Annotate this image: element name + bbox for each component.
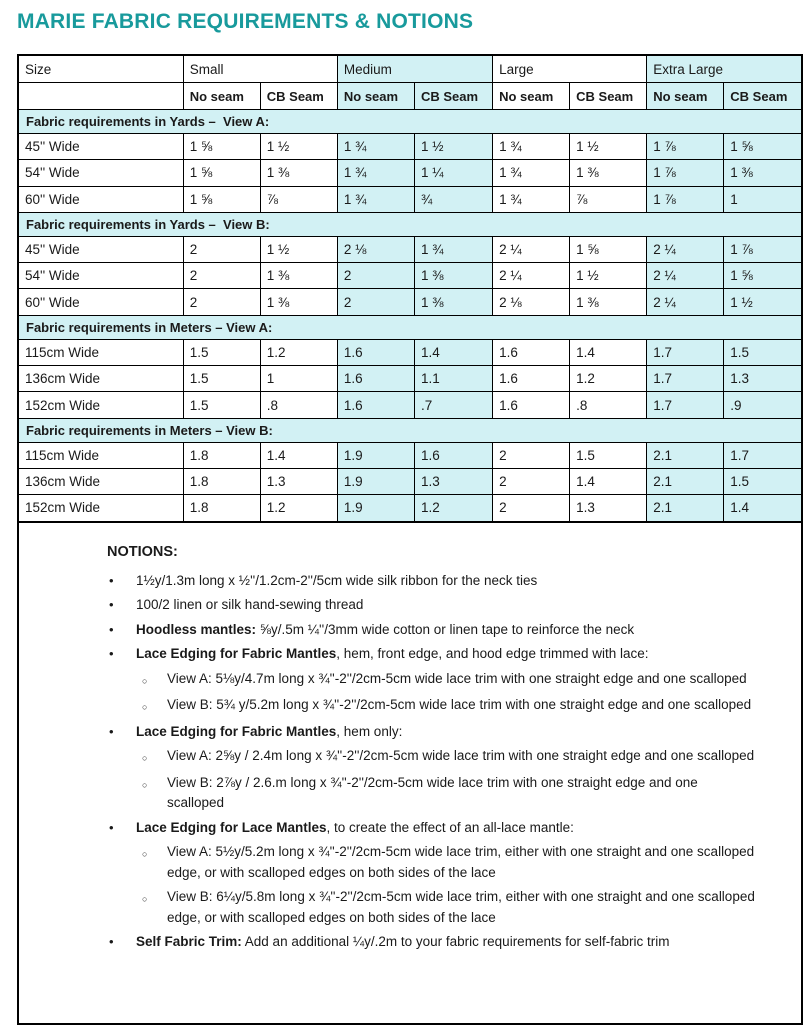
table-cell: 1 ¾ <box>493 134 570 160</box>
blank-header-cell <box>18 83 183 110</box>
table-cell: 1 ¾ <box>337 160 414 186</box>
table-cell: 2 <box>337 263 414 289</box>
notion-plain-text: 100/2 linen or silk hand-sewing thread <box>136 597 364 613</box>
seam-header-no-seam: No seam <box>183 83 260 110</box>
table-cell: 1 ½ <box>260 134 337 160</box>
table-cell: 2 ¼ <box>493 263 570 289</box>
table-cell: 2.1 <box>647 495 724 522</box>
table-cell: 1 ⅝ <box>724 134 802 160</box>
notion-text <box>136 620 634 641</box>
seam-header-row <box>18 83 802 110</box>
table-cell: 2 <box>183 263 260 289</box>
section-header-row <box>18 212 802 236</box>
table-cell: 1 ⅝ <box>724 263 802 289</box>
table-cell: 1.6 <box>337 339 414 365</box>
table-cell: 1 ⅜ <box>724 160 802 186</box>
table-cell: 1.8 <box>183 468 260 494</box>
section-title: Fabric requirements in Meters – View B: <box>18 418 802 442</box>
notion-text <box>136 571 537 592</box>
notion-plain-text: Add an additional ¼y/.2m to your fabric requirements for self-fabric trim <box>241 934 670 950</box>
table-row <box>18 134 802 160</box>
table-cell: 1.5 <box>570 442 647 468</box>
table-cell: 2 <box>337 289 414 315</box>
table-row <box>18 468 802 494</box>
table-cell: 1.3 <box>724 366 802 392</box>
notion-subitem <box>142 695 756 718</box>
table-cell: 1.6 <box>493 366 570 392</box>
notion-subitem <box>142 746 756 769</box>
section-title: Fabric requirements in Meters – View A: <box>18 315 802 339</box>
seam-header-no-seam: No seam <box>647 83 724 110</box>
table-row <box>18 495 802 522</box>
fabric-requirements-table <box>17 54 803 523</box>
row-label: 136cm Wide <box>18 366 183 392</box>
table-cell: 1 ⅞ <box>647 160 724 186</box>
table-cell: 1 ¾ <box>337 186 414 212</box>
table-row <box>18 186 802 212</box>
notion-subitem-text: View B: 2⅞y / 2.6.m long x ¾''-2''/2cm-5cm wide lace trim with one straight edge and one scalloped <box>167 774 698 811</box>
notions-section <box>17 521 803 1025</box>
table-cell: 1 ½ <box>724 289 802 315</box>
table-cell: 1.4 <box>414 339 492 365</box>
table-cell: 1 ½ <box>570 134 647 160</box>
table-cell: .8 <box>260 392 337 418</box>
table-cell: 1 ⅜ <box>260 160 337 186</box>
bullet-icon: • <box>109 819 114 835</box>
table-cell: 2 ¼ <box>647 236 724 262</box>
row-label: 45'' Wide <box>18 236 183 262</box>
notion-subitem <box>142 842 756 883</box>
group-header-small: Small <box>183 55 337 83</box>
table-cell: 2 ¼ <box>493 236 570 262</box>
notion-text <box>136 595 363 616</box>
section-header-row <box>18 315 802 339</box>
table-cell: 1 ⅝ <box>183 134 260 160</box>
seam-header-cb-seam: CB Seam <box>414 83 492 110</box>
table-cell: 1.4 <box>260 442 337 468</box>
table-cell: .7 <box>414 392 492 418</box>
table-cell: 1.5 <box>183 392 260 418</box>
table-row <box>18 263 802 289</box>
table-row <box>18 160 802 186</box>
section-header-row <box>18 418 802 442</box>
table-cell: 1.2 <box>260 339 337 365</box>
notion-plain-text: , to create the effect of an all-lace mantle: <box>326 819 574 835</box>
notion-bold-label: Lace Edging for Fabric Mantles <box>136 723 337 739</box>
table-cell: 2 <box>493 442 570 468</box>
table-cell: 1.9 <box>337 468 414 494</box>
table-cell: 1.3 <box>570 495 647 522</box>
table-cell: 2 <box>183 289 260 315</box>
table-cell: 1.5 <box>724 339 802 365</box>
row-label: 45'' Wide <box>18 134 183 160</box>
row-label: 152cm Wide <box>18 495 183 522</box>
notion-bold-label: Lace Edging for Lace Mantles <box>136 819 327 835</box>
row-label: 54'' Wide <box>18 263 183 289</box>
table-row <box>18 339 802 365</box>
table-row <box>18 289 802 315</box>
table-cell: 1 ⅜ <box>570 289 647 315</box>
table-cell: 1.1 <box>414 366 492 392</box>
table-cell: 1 ⅝ <box>183 160 260 186</box>
notion-subitem-text: View B: 5¾ y/5.2m long x ¾''-2''/2cm-5cm wide lace trim with one straight edge and one scalloped <box>167 697 752 713</box>
table-cell: 1.8 <box>183 495 260 522</box>
table-cell: 1.9 <box>337 495 414 522</box>
notion-plain-text: , hem, front edge, and hood edge trimmed with lace: <box>336 646 649 662</box>
table-cell: 1.6 <box>337 366 414 392</box>
table-cell: 1.7 <box>724 442 802 468</box>
table-cell: 1 ¾ <box>414 236 492 262</box>
notion-text <box>136 932 669 953</box>
notion-plain-text: ⅝y/.5m ¼''/3mm wide cotton or linen tape to reinforce the neck <box>256 621 635 637</box>
row-label: 136cm Wide <box>18 468 183 494</box>
seam-header-cb-seam: CB Seam <box>260 83 337 110</box>
notion-bold-label: Self Fabric Trim: <box>136 934 242 950</box>
table-cell: 1 ⅜ <box>570 160 647 186</box>
notions-heading: NOTIONS: <box>107 543 178 560</box>
circle-bullet-icon: ○ <box>142 753 148 764</box>
table-cell: .8 <box>570 392 647 418</box>
row-label: 152cm Wide <box>18 392 183 418</box>
notion-subitem-text: View A: 5⅛y/4.7m long x ¾''-2''/2cm-5cm wide lace trim with one straight edge and one scalloped <box>167 670 747 686</box>
table-cell: 1 <box>260 366 337 392</box>
content-area <box>17 54 803 1025</box>
seam-header-cb-seam: CB Seam <box>570 83 647 110</box>
table-cell: 1 ¼ <box>414 160 492 186</box>
row-label: 60'' Wide <box>18 289 183 315</box>
table-row <box>18 392 802 418</box>
table-cell: 2.1 <box>647 442 724 468</box>
table-cell: 1.7 <box>647 366 724 392</box>
table-cell: 1.5 <box>183 366 260 392</box>
table-cell: 2 <box>183 236 260 262</box>
notion-item <box>109 571 751 592</box>
circle-bullet-icon: ○ <box>142 894 148 905</box>
row-label: 60'' Wide <box>18 186 183 212</box>
row-label: 54'' Wide <box>18 160 183 186</box>
group-header-large: Large <box>493 55 647 83</box>
bullet-icon: • <box>109 621 114 637</box>
circle-bullet-icon: ○ <box>142 675 148 686</box>
bullet-icon: • <box>109 934 114 950</box>
table-cell: ⅞ <box>260 186 337 212</box>
circle-bullet-icon: ○ <box>142 849 148 860</box>
notion-subitem-text: View A: 5½y/5.2m long x ¾''-2''/2cm-5cm wide lace trim, either with one straight and one scalloped edge, or with scalloped edges on both sides of the lace <box>167 844 755 880</box>
seam-header-cb-seam: CB Seam <box>724 83 802 110</box>
circle-bullet-icon: ○ <box>142 779 148 790</box>
notion-bold-label: Hoodless mantles: <box>136 621 257 637</box>
table-cell: 1 ⅞ <box>647 134 724 160</box>
table-cell: 1 ⅞ <box>724 236 802 262</box>
notion-bold-label: Lace Edging for Fabric Mantles <box>136 646 337 662</box>
table-cell: .9 <box>724 392 802 418</box>
table-cell: 1 ⅜ <box>414 263 492 289</box>
page-title: MARIE FABRIC REQUIREMENTS & NOTIONS <box>17 10 474 33</box>
table-cell: 1 ⅝ <box>183 186 260 212</box>
table-cell: 2.1 <box>647 468 724 494</box>
table-cell: 1.6 <box>493 392 570 418</box>
table-cell: 1.2 <box>260 495 337 522</box>
notion-plain-text: 1½y/1.3m long x ½''/1.2cm-2''/5cm wide silk ribbon for the neck ties <box>136 572 538 588</box>
table-cell: 2 ¼ <box>647 289 724 315</box>
group-header-medium: Medium <box>337 55 492 83</box>
table-cell: 2 ¼ <box>647 263 724 289</box>
table-cell: 1 ¾ <box>337 134 414 160</box>
table-cell: 1.8 <box>183 442 260 468</box>
table-row <box>18 442 802 468</box>
table-cell: 1 ⅜ <box>260 263 337 289</box>
table-cell: 1 ⅝ <box>570 236 647 262</box>
notion-text <box>136 722 402 743</box>
notion-subitem <box>142 669 756 692</box>
table-cell: 1 ¾ <box>493 160 570 186</box>
notion-text <box>136 818 574 839</box>
table-cell: ⅞ <box>570 186 647 212</box>
table-cell: 1 ½ <box>414 134 492 160</box>
table-row <box>18 366 802 392</box>
table-row <box>18 236 802 262</box>
table-cell: 1.4 <box>570 339 647 365</box>
table-cell: ¾ <box>414 186 492 212</box>
notion-item <box>109 620 751 641</box>
notion-subitem-text: View B: 6¼y/5.8m long x ¾''-2''/2cm-5cm wide lace trim, either with one straight and one scalloped edge, or with scalloped edges on both sides of the lace <box>167 889 755 925</box>
notion-item <box>109 818 751 839</box>
notion-subitem <box>142 773 756 814</box>
notion-text <box>136 644 648 665</box>
bullet-icon: • <box>109 572 114 588</box>
table-cell: 1.6 <box>414 442 492 468</box>
table-cell: 1 ½ <box>570 263 647 289</box>
table-cell: 1.3 <box>260 468 337 494</box>
table-cell: 1.5 <box>183 339 260 365</box>
table-cell: 1.7 <box>647 339 724 365</box>
size-group-header-row <box>18 55 802 83</box>
table-cell: 1 ¾ <box>493 186 570 212</box>
notion-item <box>109 722 751 743</box>
notion-subitem-text: View A: 2⅝y / 2.4m long x ¾''-2''/2cm-5cm wide lace trim with one straight edge and one scalloped <box>167 748 755 764</box>
table-cell: 1.9 <box>337 442 414 468</box>
table-cell: 1.4 <box>570 468 647 494</box>
bullet-icon: • <box>109 723 114 739</box>
notion-item <box>109 644 751 665</box>
seam-header-no-seam: No seam <box>493 83 570 110</box>
table-cell: 2 <box>493 495 570 522</box>
table-cell: 1.2 <box>414 495 492 522</box>
notions-list <box>19 571 801 953</box>
table-cell: 1.6 <box>493 339 570 365</box>
table-cell: 1 ⅜ <box>260 289 337 315</box>
table-cell: 1.3 <box>414 468 492 494</box>
table-cell: 1.4 <box>724 495 802 522</box>
notion-item <box>109 932 751 953</box>
bullet-icon: • <box>109 646 114 662</box>
size-column-header: Size <box>18 55 183 83</box>
row-label: 115cm Wide <box>18 339 183 365</box>
table-cell: 1 ⅞ <box>647 186 724 212</box>
section-title: Fabric requirements in Yards – View A: <box>18 110 802 134</box>
section-header-row <box>18 110 802 134</box>
section-title: Fabric requirements in Yards – View B: <box>18 212 802 236</box>
row-label: 115cm Wide <box>18 442 183 468</box>
circle-bullet-icon: ○ <box>142 702 148 713</box>
table-cell: 1.6 <box>337 392 414 418</box>
notion-plain-text: , hem only: <box>336 723 403 739</box>
table-cell: 1.2 <box>570 366 647 392</box>
seam-header-no-seam: No seam <box>337 83 414 110</box>
table-cell: 1.7 <box>647 392 724 418</box>
table-cell: 1 ⅜ <box>414 289 492 315</box>
group-header-extra-large: Extra Large <box>647 55 802 83</box>
notion-subitem <box>142 887 756 928</box>
notion-item <box>109 595 751 616</box>
table-cell: 2 ⅛ <box>337 236 414 262</box>
table-cell: 2 <box>493 468 570 494</box>
table-cell: 1.5 <box>724 468 802 494</box>
bullet-icon: • <box>109 597 114 613</box>
table-cell: 1 ½ <box>260 236 337 262</box>
table-cell: 1 <box>724 186 802 212</box>
table-cell: 2 ⅛ <box>493 289 570 315</box>
